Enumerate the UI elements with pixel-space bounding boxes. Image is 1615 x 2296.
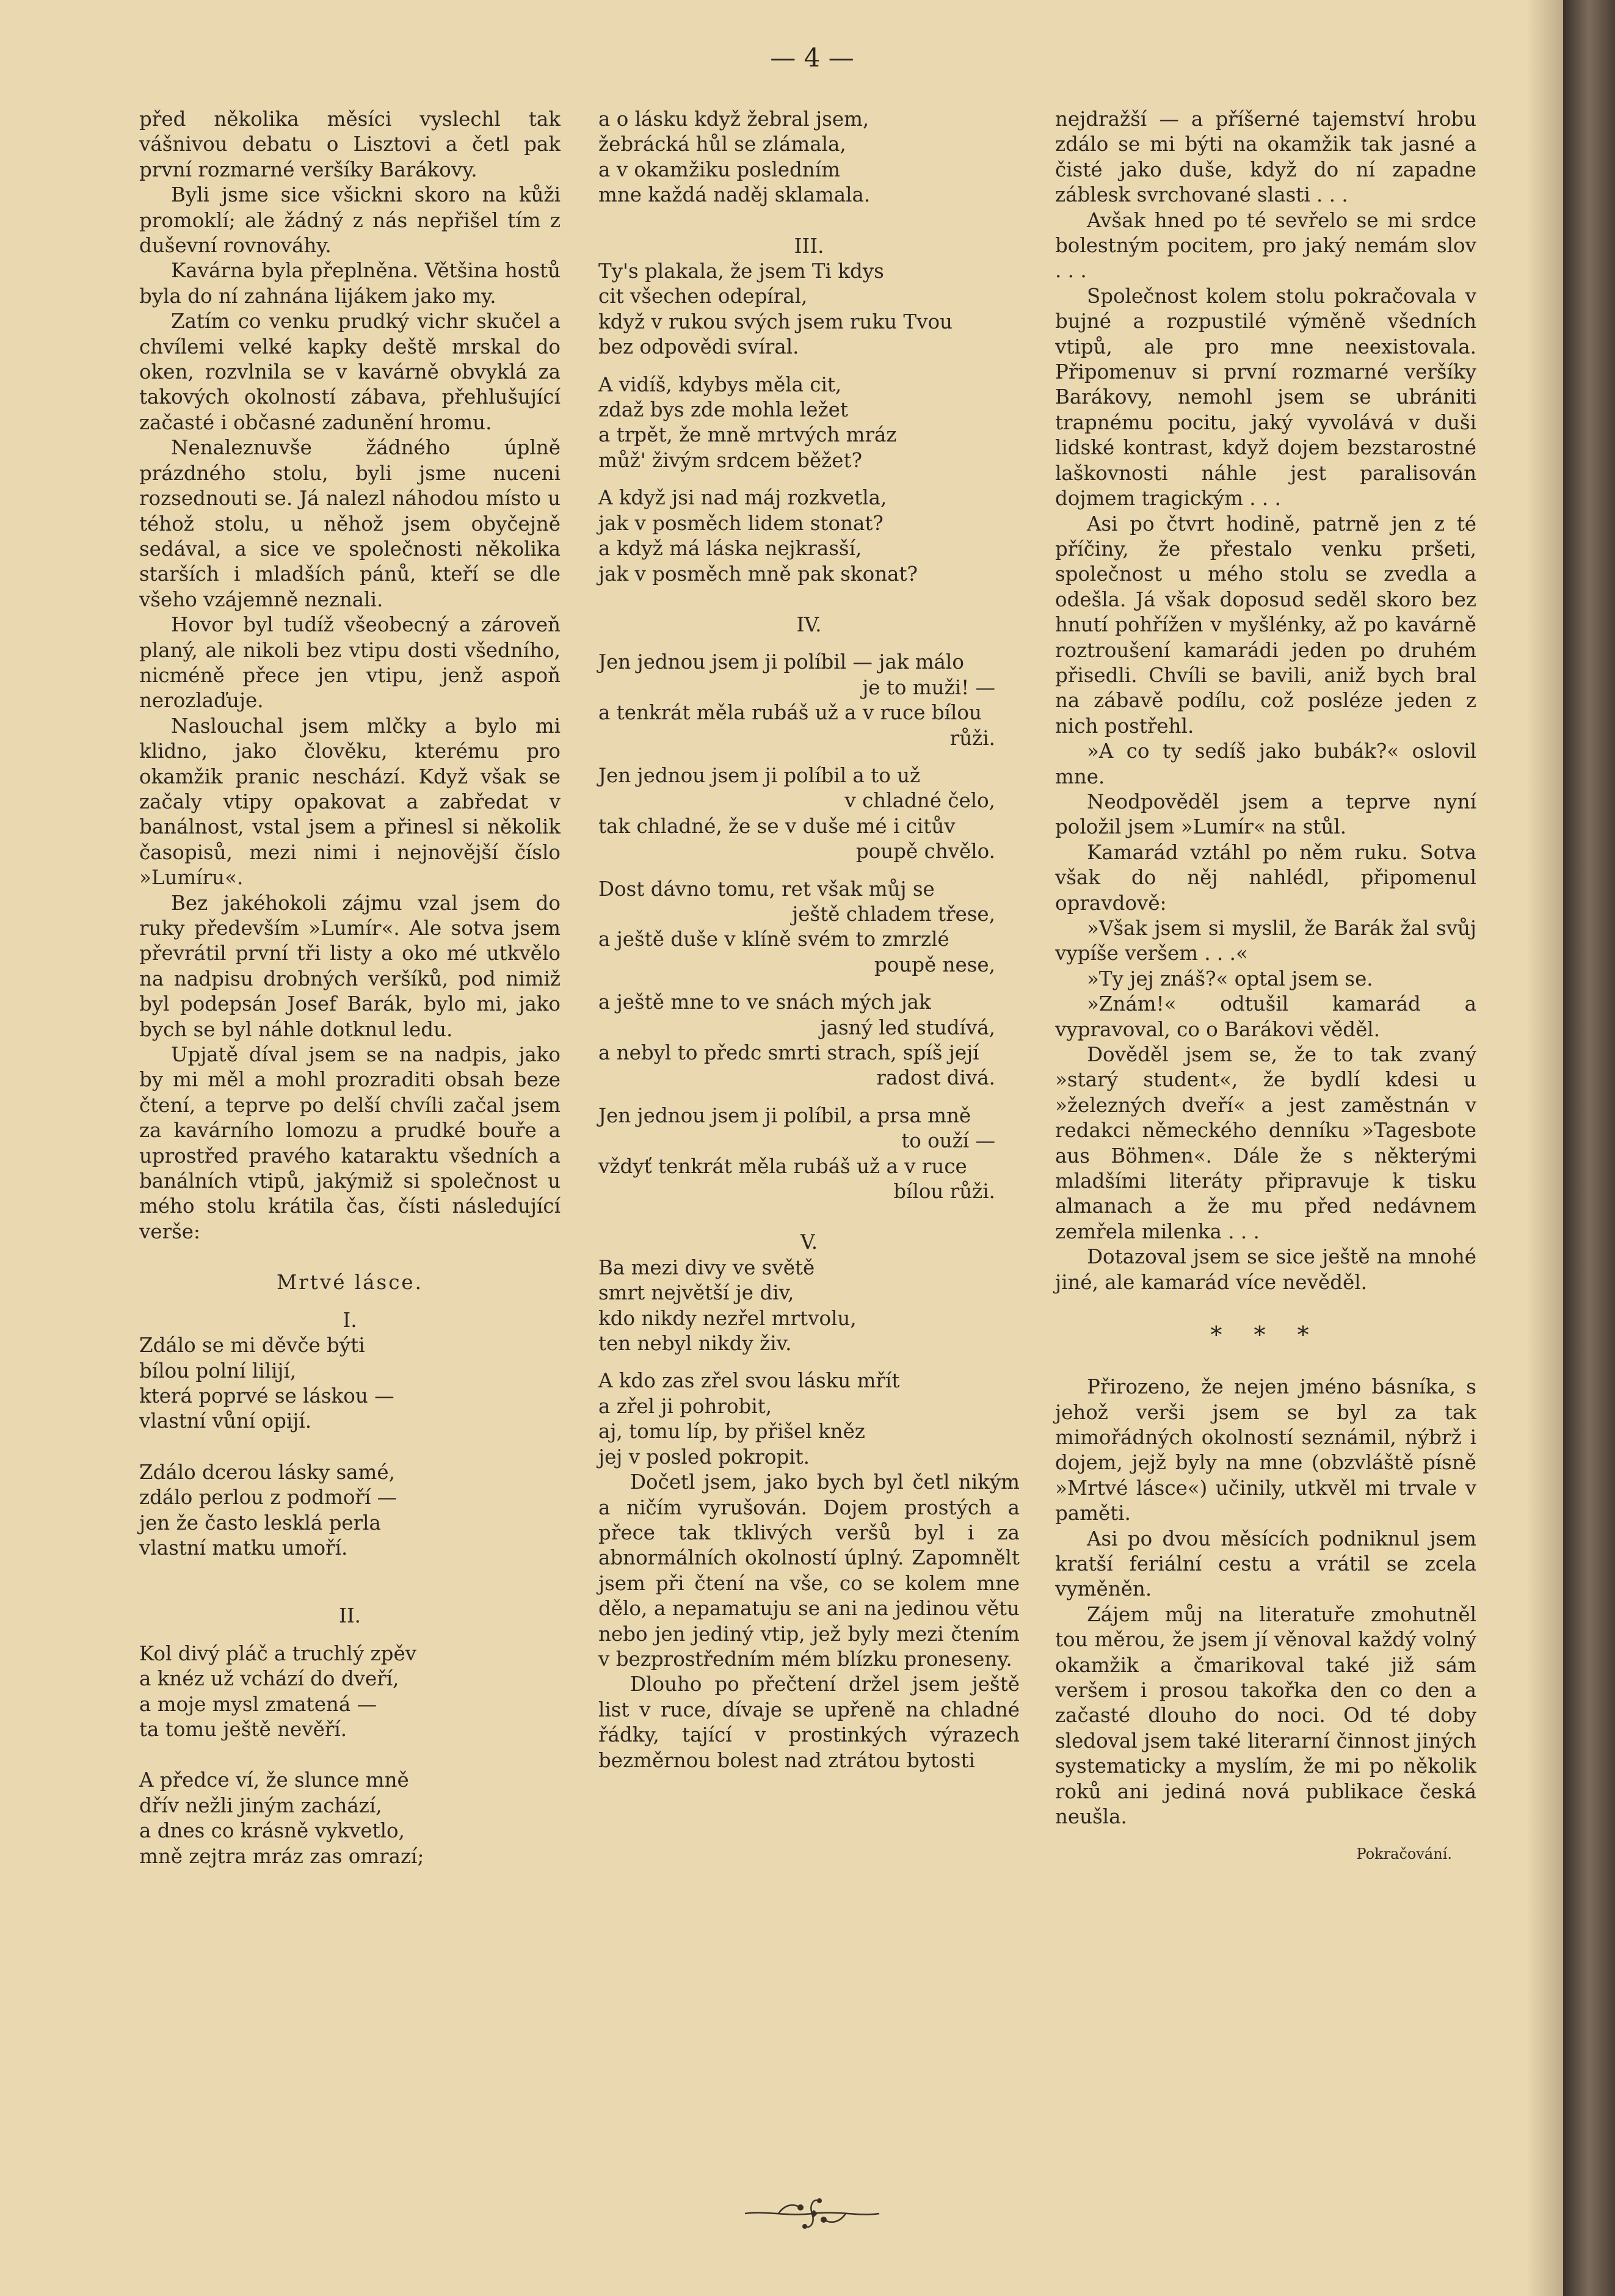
stanza <box>598 372 1020 474</box>
paragraph: nejdražší — a příšerné tajemství hrobu zdálo se mi býti na okamžik tak jasné a čisté jako duše, když do ní zapadne záblesk svrchované slasti . . . <box>1055 107 1476 207</box>
page-edge <box>1563 0 1615 2296</box>
paragraph: Asi po čtvrt hodině, patrně jen z té příčiny, že přestalo venku pršeti, společnost u mého stolu se zvedla a odešla. Já však doposud seděl skoro bez hnutí pohřížen v myšlénky, až po kavárně roztroušení kamarádi jeden po druhém přisedli. Chvíli se bavili, aniž bych bral na zábavě podílu, což posléze jeden z nich postřehl. <box>1055 512 1476 738</box>
paragraph: »A co ty sedíš jako bubák?« oslovil mne. <box>1055 739 1476 788</box>
verse-line: a knéz už vchází do dveří, <box>139 1667 399 1691</box>
stanza-heading: III. <box>794 234 824 258</box>
paragraph: Společnost kolem stolu pokračovala v bujné a rozpustilé výměně všedních vtipů, ale pro mne neexistovala. Připomenuv si první rozmarné veršíky Barákovy, nemohl jsem se ubrániti trapnému pocitu, jaký vyvolává v duši lidské kontrast, když dojem bezstarostné laškovnosti náhle jest paralisován dojmem tragickým . . . <box>1055 284 1476 510</box>
verse-line-continued: poupě nese, <box>874 953 995 976</box>
verse-line: kdo nikdy nezřel mrtvolu, <box>598 1306 857 1330</box>
stanza-heading: II. <box>338 1604 361 1628</box>
paragraph: Upjatě díval jsem se na nadpis, jako by mi měl a mohl prozraditi obsah beze čtení, a teprve po delší chvíli začal jsem za kavárního lomozu a prudké bouře a uprostřed pravého kataraktu všedních a banálních vtipů, jakýmiž si společnost u mého stolu krátila čas, čísti následující verše: <box>139 1043 561 1243</box>
stanza <box>598 1103 1020 1205</box>
column-1 <box>139 107 561 1869</box>
verse-line: když v rukou svých jsem ruku Tvou <box>598 310 953 333</box>
paragraph: Dotazoval jsem se sice ještě na mnohé jiné, ale kamarád více nevěděl. <box>1055 1245 1476 1294</box>
verse-line: vždyť tenkrát měla rubáš už a v ruce <box>598 1154 967 1178</box>
verse-line: smrt největší je div, <box>598 1281 794 1305</box>
verse-line: A když jsi nad máj rozkvetla, <box>598 486 887 510</box>
verse-line: Jen jednou jsem ji políbil — jak málo <box>598 650 964 674</box>
verse-line: aj, tomu líp, by přišel kněz <box>598 1420 865 1444</box>
verse-line: bez odpovědi svíral. <box>598 335 799 359</box>
paragraph: Bez jakéhokoli zájmu vzal jsem do ruky především »Lumír«. Ale sotva jsem převrátil první tři listy a oko mé utkvělo na nadpisu drobných veršíků, pod nimiž byl podepsán Josef Barák, bylo mi, jako bych se byl náhle dotknul ledu. <box>139 891 561 1041</box>
stanza <box>598 107 1020 208</box>
verse-line: jak v posměch lidem stonat? <box>598 511 884 535</box>
verse-line-continued: to ouží — <box>901 1129 995 1153</box>
verse-line: mně zejtra mráz zas omrazí; <box>139 1844 424 1868</box>
verse-line: která poprvé se láskou — <box>139 1384 394 1408</box>
paragraph: Dověděl jsem se, že to tak zvaný »starý student«, že bydlí kdesi u »železných dveří« a jest zaměstnán v redakci německého denníku »Tagesbote aus Böhmen«. Dále že s některými mladšími literáty připravuje k tisku almanach a že mu před nedávnem zemřela milenka . . . <box>1055 1043 1476 1243</box>
stanza <box>598 485 1020 587</box>
paragraph: »Ty jej znáš?« optal jsem se. <box>1087 967 1373 990</box>
paragraph: Kavárna byla přeplněna. Většina hostů byla do ní zahnána lijákem jako my. <box>139 259 561 308</box>
verse-line: mne každá naděj sklamala. <box>598 183 871 207</box>
paragraph: Zatím co venku prudký vichr skučel a chvílemi velké kapky deště mrskal do oken, rozvlnila se v kavárně obvyklá za takových okolností zábava, přehlušující začasté i občasné zadunění hromu. <box>139 310 561 434</box>
stanza <box>139 1460 561 1561</box>
gutter-shadow <box>1526 0 1563 2296</box>
verse-line: a v okamžiku posledním <box>598 158 840 181</box>
verse-line: a zřel ji pohrobit, <box>598 1394 772 1418</box>
column-3 <box>1055 107 1476 1867</box>
verse-line: a trpět, že mně mrtvých mráz <box>598 423 897 447</box>
verse-line-continued: poupě chvělo. <box>855 840 995 863</box>
verse-line: Zdálo se mi děvče býti <box>139 1334 365 1357</box>
stanza <box>139 1641 561 1743</box>
paragraph: Neodpověděl jsem a teprve nyní položil jsem »Lumír« na stůl. <box>1055 790 1476 839</box>
verse-line: A předce ví, že slunce mně <box>139 1768 409 1792</box>
paragraph: Naslouchal jsem mlčky a bylo mi klidno, jako člověku, kterému pro okamžik pranic neschází. Když však se začaly vtipy opakovat a zabředat v banálnost, vstal jsem a přinesl si několik časopisů, mezi nimi i nejnovější číslo »Lumíru«. <box>139 714 561 890</box>
paragraph: Hovor byl tudíž všeobecný a zároveň planý, ale nikoli bez vtipu dosti všedního, nicméně přece jen vtipu, jenž aspoň nerozlaďuje. <box>139 613 561 713</box>
stanza <box>598 763 1020 865</box>
verse-line: a ještě mne to ve snách mých jak <box>598 990 931 1014</box>
paragraph: Zájem můj na literatuře zmohutněl tou měrou, že jsem jí věnoval každý volný okamžik a čmarikoval také již sám veršem i prosou takořka den co den a začasté dlouho do noci. Od té doby sledoval jsem také literarní činnost jiných systematicky a myslím, že mi po několik roků ani jediná nová publikace česká neušla. <box>1055 1602 1476 1828</box>
verse-line: Ty's plakala, že jsem Ti kdys <box>598 260 884 283</box>
stanza <box>598 877 1020 978</box>
stanza <box>598 990 1020 1091</box>
continued-note: Pokračování. <box>1356 1845 1452 1863</box>
verse-line: jak v posměch mně pak skonat? <box>598 562 918 586</box>
paragraph: Dlouho po přečtení držel jsem ještě list v ruce, dívaje se upřeně na chladné řádky, tající v prostinkých výrazech bezměrnou bolest nad ztrátou bytosti <box>598 1673 1020 1772</box>
verse-line-continued: v chladné čelo, <box>844 789 995 813</box>
stanza-heading: V. <box>800 1230 818 1254</box>
paragraph: před několika měsíci vyslechl tak vášnivou debatu o Lisztovi a četl pak první rozmarné veršíky Barákovy. <box>139 107 561 181</box>
verse-line: Dost dávno tomu, ret však můj se <box>598 877 935 901</box>
verse-line: a dnes co krásně vykvetlo, <box>139 1819 405 1843</box>
verse-line: Zdálo dcerou lásky samé, <box>139 1460 395 1484</box>
paragraph: Nenaleznuvše žádného úplně prázdného stolu, byli jsme nuceni rozsednouti se. Já nalezl náhodou místo u téhož stolu, u něhož jsem obyčejně sedával, a sice ve společnosti několika starších i mladších pánů, kteří se dle všeho vzájemně neznali. <box>139 436 561 611</box>
paragraph: Asi po dvou měsících podniknul jsem kratší feriální cestu a vrátil se zcela vyměněn. <box>1055 1527 1476 1601</box>
verse-line: a ještě duše v klíně svém to zmrzlé <box>598 928 949 951</box>
verse-line: ten nebyl nikdy živ. <box>598 1332 792 1356</box>
paragraph: Dočetl jsem, jako bych byl četl nikým a ničím vyrušován. Dojem prostých a přece tak tklivých veršů byl i za abnormálních okolností úplný. Zapomnělt jsem při čtení na vše, co se kolem mne dělo, a nepamatuju se ani na jedinou větu nebo jen jediný vtip, jež byly mezi čtením v bezprostředním mém blízku proneseny. <box>598 1470 1020 1671</box>
verse-line: a o lásku když žebral jsem, <box>598 107 869 131</box>
verse-line: můž' živým srdcem běžet? <box>598 448 863 472</box>
verse-line: a tenkrát měla rubáš už a v ruce bílou <box>598 701 982 725</box>
stanza <box>598 650 1020 751</box>
verse-line: a moje mysl zmatená — <box>139 1692 377 1716</box>
verse-line: Ba mezi divy ve světě <box>598 1255 815 1279</box>
column-2 <box>598 107 1020 1773</box>
verse-line-continued: bílou růži. <box>893 1180 995 1204</box>
verse-line: a nebyl to předc smrti strach, spíš její <box>598 1041 979 1064</box>
paragraph: Přirozeno, že nejen jméno básníka, s jehož verši jsem se byl za tak mimořádných okolností seznámil, nýbrž i dojem, jejž byly na mne (obzvláště písně »Mrtvé lásce«) učinily, utkvěl mi trvale v paměti. <box>1055 1375 1476 1525</box>
section-break-asterisks: * * * <box>1210 1321 1321 1349</box>
poem-title: Mrtvé lásce. <box>276 1271 423 1295</box>
verse-line-continued: jasný led studívá, <box>820 1015 995 1039</box>
verse-line-continued: ještě chladem třese, <box>792 902 995 926</box>
page-number: — 4 — <box>770 43 854 73</box>
verse-line: a když má láska nejkrasší, <box>598 537 862 561</box>
verse-line: A kdo zas zřel svou lásku mřít <box>598 1369 900 1393</box>
verse-line: Kol divý pláč a truchlý zpěv <box>139 1641 417 1665</box>
paragraph: »Však jsem si myslil, že Barák žal svůj vypíše veršem . . .« <box>1055 917 1476 965</box>
stanza-heading: IV. <box>796 612 822 636</box>
verse-line: žebrácká hůl se zlámala, <box>598 133 846 156</box>
verse-line-continued: je to muži! — <box>862 675 995 699</box>
verse-line: bílou polní lilijí, <box>139 1359 297 1382</box>
paragraph: Avšak hned po té sevřelo se mi srdce bolestným pocitem, pro jaký nemám slov . . . <box>1055 208 1476 283</box>
verse-line: jen že často lesklá perla <box>139 1511 381 1535</box>
verse-line: A vidíš, kdybys měla cit, <box>598 372 842 396</box>
verse-line: vlastní vůní opijí. <box>139 1409 312 1433</box>
paragraph: »Znám!« odtušil kamarád a vypravoval, co o Barákovi věděl. <box>1055 992 1476 1041</box>
verse-line: vlastní matku umoří. <box>139 1536 348 1560</box>
verse-line: dřív nežli jiným zachází, <box>139 1793 382 1817</box>
stanza <box>598 1368 1020 1470</box>
paragraph: Byli jsme sice všickni skoro na kůži promoklí; ale žádný z nás nepřišel tím z duševní rovnováhy. <box>139 183 561 258</box>
verse-line-continued: růži. <box>949 726 995 750</box>
verse-line: zdálo perlou z podmoří — <box>139 1486 397 1509</box>
verse-line: jej v posled pokropit. <box>598 1445 810 1469</box>
stanza <box>139 1768 561 1869</box>
verse-line: Jen jednou jsem ji políbil a to už <box>598 763 921 787</box>
floral-vignette-icon <box>742 2192 882 2235</box>
stanza-heading: I. <box>343 1308 357 1332</box>
verse-line: Jen jednou jsem ji políbil, a prsa mně <box>598 1103 971 1127</box>
paragraph: Kamarád vztáhl po něm ruku. Sotva však do něj nahlédl, připomenul opravdově: <box>1055 840 1476 915</box>
stanza <box>139 1333 561 1434</box>
verse-line-continued: radost divá. <box>876 1066 995 1090</box>
verse-line: zdaž bys zde mohla ležet <box>598 398 848 422</box>
stanza <box>598 259 1020 360</box>
verse-line: cit všechen odepíral, <box>598 285 808 308</box>
stanza <box>598 1255 1020 1357</box>
verse-line: tak chladné, že se v duše mé i citův <box>598 814 956 838</box>
verse-line: ta tomu ještě nevěří. <box>139 1717 347 1741</box>
